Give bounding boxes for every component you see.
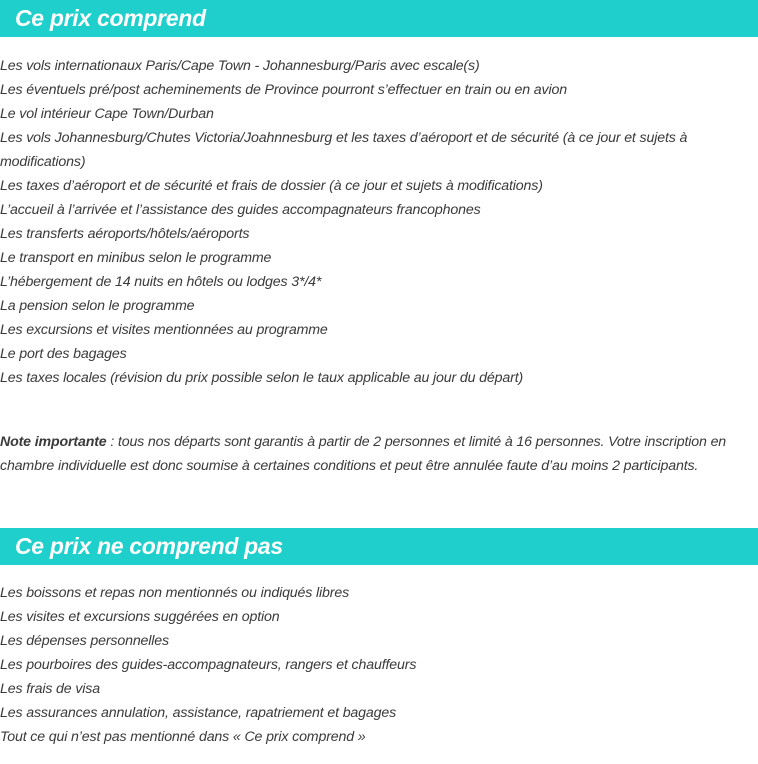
excludes-header: [0, 528, 758, 565]
important-note: [0, 430, 758, 478]
list-item: Les visites et excursions suggérées en option: [0, 609, 280, 625]
list-item: La pension selon le programme: [0, 298, 195, 314]
note-text: : tous nos départs sont garantis à partir de 2 personnes et limité à 16 personnes. Votre inscription en chambre individuelle est donc soumise à certaines conditions et peut être annulée faute d’au moins 2 participants.: [0, 434, 727, 474]
list-item: Tout ce qui n’est pas mentionné dans « Ce prix comprend »: [0, 729, 366, 745]
list-item: Les boissons et repas non mentionnés ou indiqués libres: [0, 585, 350, 601]
list-item: Les assurances annulation, assistance, rapatriement et bagages: [0, 705, 397, 721]
list-item: Les vols internationaux Paris/Cape Town - Johannesburg/Paris avec escale(s): [0, 58, 480, 74]
list-item: L’accueil à l’arrivée et l’assistance des guides accompagnateurs francophones: [0, 202, 481, 218]
list-item: Les taxes d’aéroport et de sécurité et frais de dossier (à ce jour et sujets à modifications): [0, 178, 543, 194]
includes-header: [0, 0, 758, 37]
list-item: Les pourboires des guides-accompagnateurs, rangers et chauffeurs: [0, 657, 417, 673]
includes-list: [0, 54, 758, 390]
excludes-title: Ce prix ne comprend pas: [15, 533, 283, 559]
list-item: Les dépenses personnelles: [0, 633, 169, 649]
list-item: Les excursions et visites mentionnées au programme: [0, 322, 328, 338]
excludes-list: [0, 581, 758, 749]
list-item: Le vol intérieur Cape Town/Durban: [0, 106, 214, 122]
includes-title: Ce prix comprend: [15, 5, 206, 31]
list-item: Les éventuels pré/post acheminements de Province pourront s’effectuer en train ou en avion: [0, 82, 567, 98]
list-item: Les frais de visa: [0, 681, 100, 697]
list-item: L’hébergement de 14 nuits en hôtels ou lodges 3*/4*: [0, 274, 322, 290]
list-item: Les vols Johannesburg/Chutes Victoria/Joahnnesburg et les taxes d’aéroport et de sécurité (à ce jour et sujets à modifications): [0, 130, 688, 170]
list-item: Les taxes locales (révision du prix possible selon le taux applicable au jour du départ): [0, 370, 524, 386]
list-item: Les transferts aéroports/hôtels/aéroports: [0, 226, 250, 242]
list-item: Le transport en minibus selon le programme: [0, 250, 272, 266]
list-item: Le port des bagages: [0, 346, 127, 362]
note-label: Note importante: [0, 434, 107, 450]
